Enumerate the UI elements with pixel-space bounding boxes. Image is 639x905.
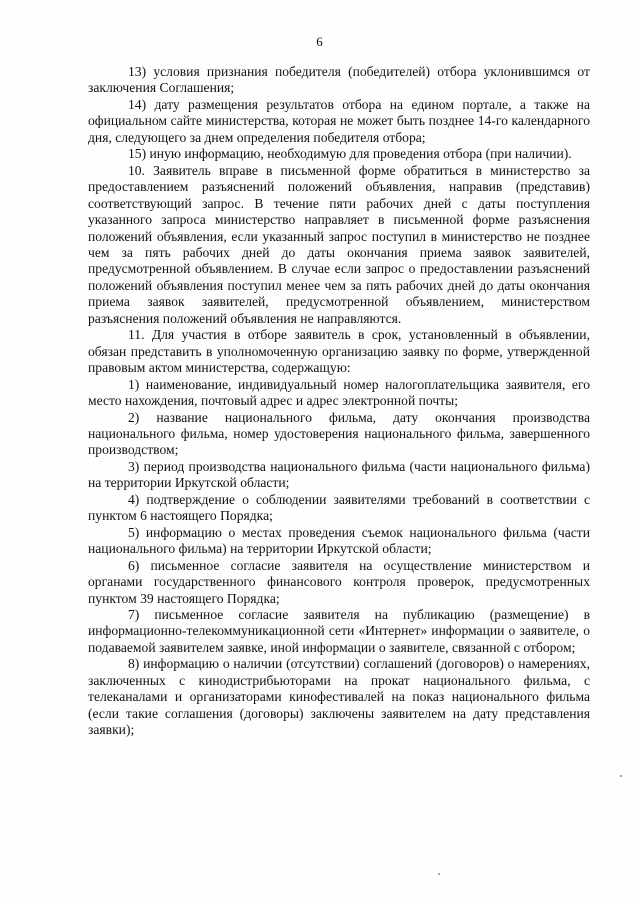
list-item-3: 3) период производства национального фильма (части национального фильма) на территории Иркутской области; — [88, 458, 590, 491]
document-body — [88, 64, 590, 739]
paragraph-15: 15) иную информацию, необходимую для проведения отбора (при наличии). — [128, 146, 572, 162]
list-item-5: 5) информацию о местах проведения съемок национального фильма (части национального фильма) на территории Иркутской области; — [88, 524, 590, 557]
list-item-1: 1) наименование, индивидуальный номер налогоплательщика заявителя, его место нахождения, почтовый адрес и адрес электронной почты; — [88, 376, 590, 409]
clause-10: 10. Заявитель вправе в письменной форме обратиться в министерство за предоставлением разъяснений положений объявления, направив (представив) соответствующий запрос. В течение пяти рабочих дней с даты поступления указанного запроса министерство направляет в письменной форме разъяснения положений объявления, если указанный запрос поступил в министерство не позднее чем за пять рабочих дней до даты окончания приема заявок заявителей, предусмотренной объявлением. В случае если запрос о предоставлении разъяснений положений объявления поступил менее чем за пять рабочих дней до даты окончания приема заявок заявителей, предусмотренной объявлением, министерством разъяснения положений объявления не направляются. — [88, 162, 590, 326]
list-item-4: 4) подтверждение о соблюдении заявителями требований в соответствии с пунктом 6 настоящего Порядка; — [88, 491, 590, 524]
list-item-8: 8) информацию о наличии (отсутствии) соглашений (договоров) о намерениях, заключенных с кинодистрибьюторами на прокат национального фильма, с телеканалами и организаторами кинофестивалей на показ национального фильма (если такие соглашения (договоры) заключены заявителем на дату представления заявки); — [88, 656, 590, 738]
clause-11: 11. Для участия в отборе заявитель в срок, установленный в объявлении, обязан представить в уполномоченную организацию заявку по форме, утвержденной правовым актом министерства, содержащую: — [88, 327, 590, 376]
list-item-2: 2) название национального фильма, дату окончания производства национального фильма, номер удостоверения национального фильма, завершенного производством; — [88, 409, 590, 458]
paragraph-13: 13) условия признания победителя (победителей) отбора уклонившимся от заключения Соглашения; — [88, 64, 590, 96]
paragraph-14: 14) дату размещения результатов отбора на едином портале, а также на официальном сайте министерства, которая не может быть позднее 14-го календарного дня, следующего за днем определения победителя отбора; — [88, 96, 590, 145]
scan-speck — [620, 775, 622, 777]
scan-speck — [438, 873, 440, 875]
list-item-6: 6) письменное согласие заявителя на осуществление министерством и органами государственного финансового контроля проверок, предусмотренных пунктом 39 настоящего Порядка; — [88, 557, 590, 606]
page-number: 6 — [316, 34, 323, 49]
list-item-7: 7) письменное согласие заявителя на публикацию (размещение) в информационно-телекоммуникационной сети «Интернет» информации о заявителе, о подаваемой заявителем заявке, иной информации о заявителе, связанной с отбором; — [88, 606, 590, 655]
